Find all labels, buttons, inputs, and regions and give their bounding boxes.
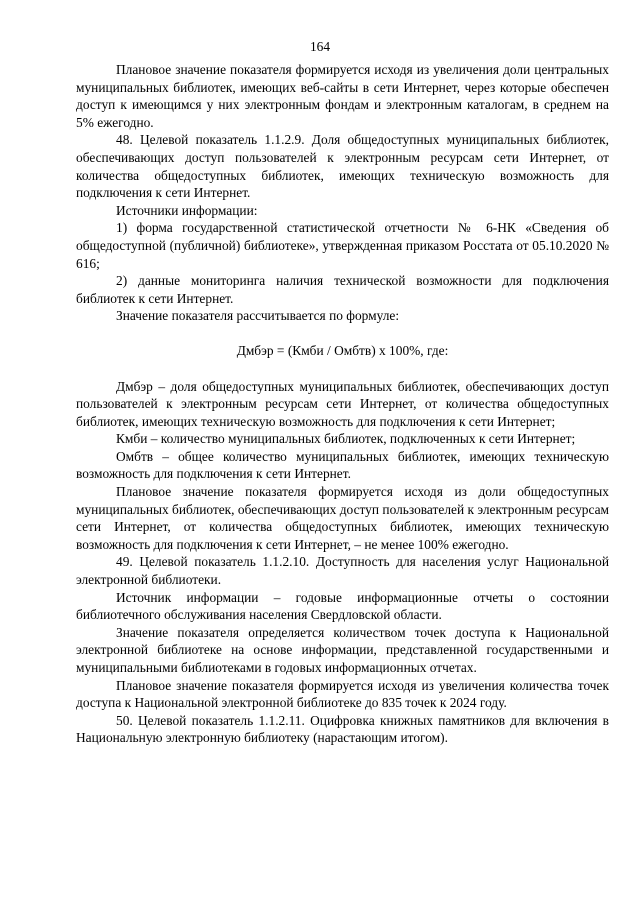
paragraph-source-2: 2) данные мониторинга наличия технической возможности для подключения библиотек к сети Интернет. [76, 273, 609, 306]
paragraph-indicator-48: 48. Целевой показатель 1.1.2.9. Доля общедоступных муниципальных библиотек, обеспечивающих доступ пользователей к электронным ресурсам сети Интернет, от количества общедоступных библиотек, имеющих техническую возможность для подключения к сети Интернет. [76, 132, 609, 201]
paragraph-definition-kmbi: Кмби – количество муниципальных библиотек, подключенных к сети Интернет; [116, 431, 576, 447]
paragraph-formula-intro: Значение показателя рассчитывается по формуле: [116, 308, 400, 324]
page-number: 164 [309, 39, 331, 54]
paragraph-sources-heading: Источники информации: [116, 202, 258, 218]
paragraph-indicator-49-plan: Плановое значение показателя формируется исходя из увеличения количества точек доступа к Национальной электронной библиотеке до 835 точек к 2024 году. [76, 677, 609, 711]
formula: Дмбэр = (Кмби / Омбтв) x 100%, где: [236, 342, 449, 358]
paragraph-indicator-49-source: Источник информации – годовые информационные отчеты о состоянии библиотечного обслуживания населения Свердловской области. [76, 589, 609, 623]
paragraph-plan-value-access: Плановое значение показателя формируется исходя из доли общедоступных муниципальных библиотек, обеспечивающих доступ пользователей к электронным ресурсам сети Интернет, от количества общедоступных библиотек, имеющих техническую возможность для подключения к сети Интернет, – не менее 100% ежегодно. [76, 484, 609, 552]
paragraph-indicator-49: 49. Целевой показатель 1.1.2.10. Доступность для населения услуг Национальной электронной библиотеки. [76, 554, 609, 588]
paragraph-indicator-50: 50. Целевой показатель 1.1.2.11. Оцифровка книжных памятников для включения в Национальную электронную библиотеку (нарастающим итогом). [76, 712, 609, 746]
paragraph-plan-value-websites: Плановое значение показателя формируется исходя из увеличения доли центральных муниципальных библиотек, имеющих веб-сайты в сети Интернет, через которые обеспечен доступ к имеющимся у них электронным фондам и электронным каталогам, в среднем на 5% ежегодно. [76, 62, 609, 130]
paragraph-indicator-49-value: Значение показателя определяется количеством точек доступа к Национальной электронной библиотеке на основе информации, представленной государственными и муниципальными библиотеками в годовых информационных отчетах. [76, 624, 609, 675]
paragraph-definition-dmber: Дмбэр – доля общедоступных муниципальных библиотек, обеспечивающих доступ пользователей к электронным ресурсам сети Интернет, от количества общедоступных библиотек, имеющих техническую возможность для подключения к сети Интернет; [76, 378, 609, 429]
paragraph-definition-ombtv: Омбтв – общее количество муниципальных библиотек, имеющих техническую возможность для подключения к сети Интернет. [76, 448, 609, 482]
page-body [76, 61, 609, 747]
paragraph-source-1: 1) форма государственной статистической отчетности № 6-НК «Сведения об общедоступной (публичной) библиотеке», утвержденная приказом Росстата от 05.10.2020 № 616; [76, 220, 609, 271]
